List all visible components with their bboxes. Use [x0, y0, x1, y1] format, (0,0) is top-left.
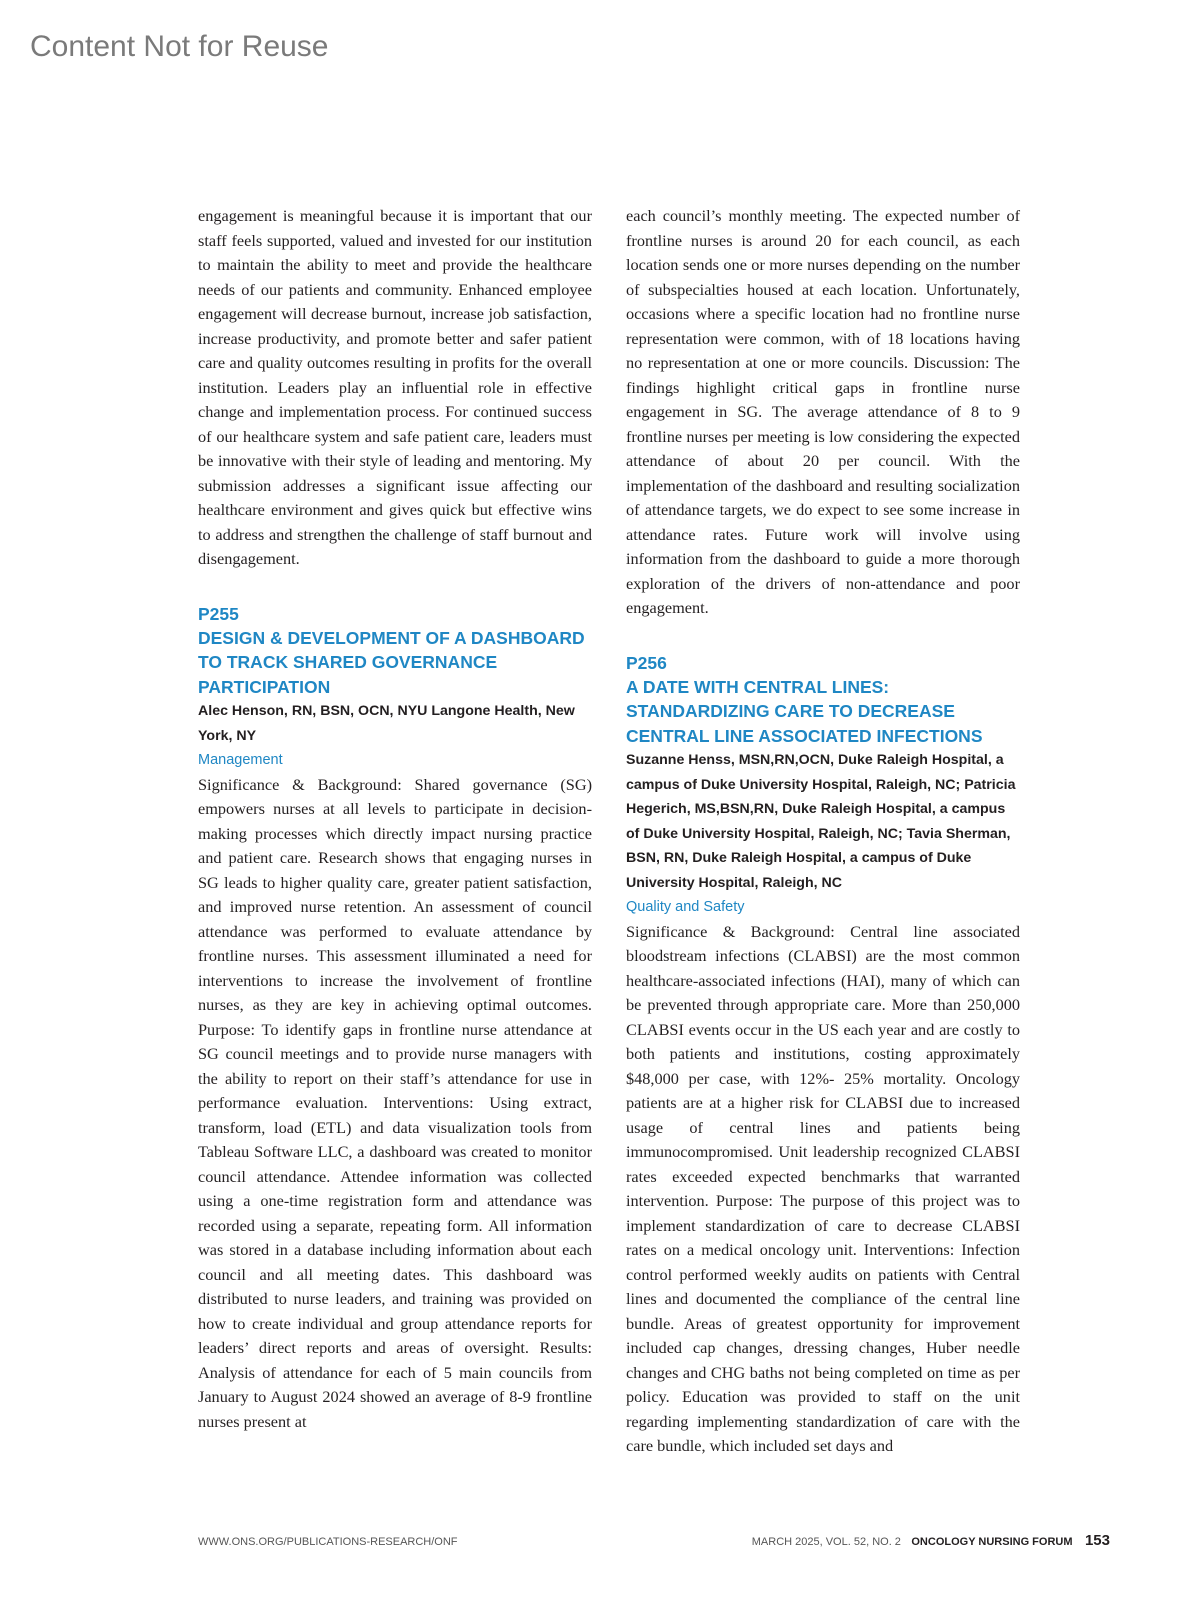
- left-column: [198, 204, 592, 1434]
- footer-issue-info: [752, 1532, 1110, 1550]
- footer-journal: ONCOLOGY NURSING FORUM: [911, 1536, 1073, 1548]
- abstract-category: Management: [198, 752, 283, 768]
- abstract-title: DESIGN & DEVELOPMENT OF A DASHBOARD TO TRACK SHARED GOVERNANCE PARTICIPATION: [198, 627, 585, 697]
- footer-url: WWW.ONS.ORG/PUBLICATIONS-RESEARCH/ONF: [198, 1536, 458, 1548]
- abstract-body: Significance & Background: Shared governance (SG) empowers nurses at all levels to participate in decision-making processes which directly impact nursing practice and patient care. Research shows that engaging nurses in SG leads to higher quality care, greater patient satisfaction, and improved nurse retention. An assessment of council attendance was performed to evaluate attendance by frontline nurses. This assessment illuminated a need for interventions to increase the involvement of frontline nurses, as they are key in achieving optimal outcomes. Purpose: To identify gaps in frontline nurse attendance at SG council meetings and to provide nurse managers with the ability to report on their staff’s attendance for use in performance evaluation. Interventions: Using extract, transform, load (ETL) and data visualization tools from Tableau Software LLC, a dashboard was created to monitor council attendance. Attendee information was collected using a one-time registration form and attendance was recorded using a separate, repeating form. All information was stored in a database including information about each council and all meeting dates. This dashboard was distributed to nurse leaders, and training was provided on how to create individual and group attendance reports for leaders’ direct reports and areas of oversight. Results: Analysis of attendance for each of 5 main councils from January to August 2024 showed an average of 8-9 frontline nurses present at: [198, 774, 592, 1431]
- abstract-category: Quality and Safety: [626, 899, 745, 915]
- abstract-authors: Suzanne Henss, MSN,RN,OCN, Duke Raleigh Hospital, a campus of Duke University Hospital, Raleigh, NC; Patricia Hegerich, MS,BSN,RN, Duke Raleigh Hospital, a campus of Duke University Hospital, Raleigh, NC; Tavia Sherman, BSN, RN, Duke Raleigh Hospital, a campus of Duke University Hospital, Raleigh, NC: [626, 752, 1016, 891]
- continued-text: engagement is meaningful because it is important that our staff feels supported, valued and invested for our institution to maintain the ability to meet and provide the healthcare needs of our patients and community. Enhanced employee engagement will decrease burnout, increase job satisfaction, increase productivity, and promote better and safer patient care and quality outcomes resulting in profits for the overall institution. Leaders play an influential role in effective change and implementation process. For continued success of our healthcare system and safe patient care, leaders must be innovative with their style of leading and mentoring. My submission addresses a significant issue affecting our healthcare environment and gives quick but effective wins to address and strengthen the challenge of staff burnout and disengagement.: [198, 206, 592, 568]
- abstract-id: P255: [198, 603, 239, 624]
- watermark: Content Not for Reuse: [30, 30, 329, 63]
- abstract-p255: [198, 602, 592, 1435]
- abstract-authors: Alec Henson, RN, BSN, OCN, NYU Langone Health, New York, NY: [198, 703, 575, 744]
- right-column: [626, 204, 1020, 1459]
- abstract-title: A DATE WITH CENTRAL LINES: STANDARDIZING CARE TO DECREASE CENTRAL LINE ASSOCIATED INFECTIONS: [626, 676, 983, 746]
- abstract-body: Significance & Background: Central line associated bloodstream infections (CLABSI) are the most common healthcare-associated infections (HAI), many of which can be prevented through appropriate care. More than 250,000 CLABSI events occur in the US each year and are costly to both patients and institutions, costing approximately $48,000 per case, with 12%- 25% mortality. Oncology patients are at a higher risk for CLABSI due to increased usage of central lines and patients being immunocompromised. Unit leadership recognized CLABSI rates exceeded expected benchmarks that warranted intervention. Purpose: The purpose of this project was to implement standardization of care to decrease CLABSI rates on a medical oncology unit. Interventions: Infection control performed weekly audits on patients with Central lines and documented the compliance of the central line bundle. Areas of greatest opportunity for improvement included cap changes, dressing changes, Huber needle changes and CHG baths not being completed on time as per policy. Education was provided to staff on the unit regarding implementing standardization of care with the care bundle, which included set days and: [626, 921, 1020, 1455]
- continued-text: each council’s monthly meeting. The expected number of frontline nurses is around 20 for each council, as each location sends one or more nurses depending on the number of subspecialties housed at each location. Unfortunately, occasions where a specific location had no frontline nurse representation were common, with of 18 locations having no representation at one or more councils. Discussion: The findings highlight critical gaps in frontline nurse engagement in SG. The average attendance of 8 to 9 frontline nurses per meeting is low considering the expected attendance of about 20 per council. With the implementation of the dashboard and resulting socialization of attendance targets, we do expect to see some increase in attendance rates. Future work will involve using information from the dashboard to guide a more thorough exploration of the drivers of non-attendance and poor engagement.: [626, 206, 1020, 617]
- abstract-id: P256: [626, 652, 667, 673]
- page-number: 153: [1084, 1532, 1110, 1549]
- footer-issue: MARCH 2025, VOL. 52, NO. 2: [751, 1536, 901, 1548]
- abstract-p256: [626, 651, 1020, 1459]
